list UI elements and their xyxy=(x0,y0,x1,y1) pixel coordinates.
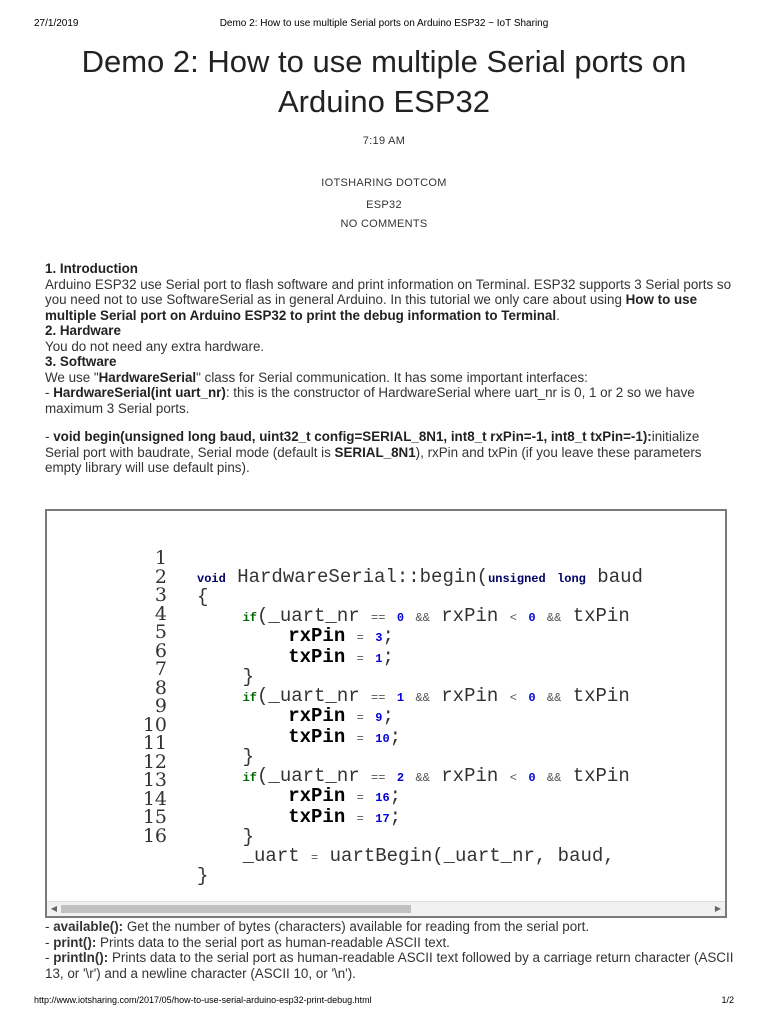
footer-page-number: 1/2 xyxy=(721,995,734,1005)
code-line: _uart = uartBegin(_uart_nr, baud, xyxy=(242,844,615,867)
post-author[interactable]: IOTSHARING DOTCOM xyxy=(321,177,447,189)
available-item: - available(): Get the number of bytes (characters) available for reading from the serial port. xyxy=(45,919,590,934)
code-line: if(_uart_nr == 0 && rxPin < 0 && txPin xyxy=(242,604,630,627)
code-line: if(_uart_nr == 1 && rxPin < 0 && txPin xyxy=(242,684,630,707)
println-item: - println(): Prints data to the serial port as human-readable ASCII text followed by a carriage return character (ASCII 13, or '\r') and a newline character (ASCII 10, or '\n'). xyxy=(45,950,734,981)
post-comments[interactable]: NO COMMENTS xyxy=(340,218,428,230)
software-heading: 3. Software xyxy=(45,354,117,369)
code-line: if(_uart_nr == 2 && rxPin < 0 && txPin xyxy=(242,764,630,787)
footer-url[interactable]: http://www.iotsharing.com/2017/05/how-to-use-serial-arduino-esp32-print-debug.html xyxy=(34,995,372,1005)
post-time: 7:19 AM xyxy=(362,135,406,147)
code-line: void HardwareSerial::begin(unsigned long baud xyxy=(197,565,643,588)
code-line: txPin = 1; xyxy=(288,645,394,668)
code-line: txPin = 10; xyxy=(288,725,402,748)
intro-heading: 1. Introduction xyxy=(45,261,138,276)
horizontal-scrollbar[interactable] xyxy=(47,901,725,916)
hardware-heading: 2. Hardware xyxy=(45,323,121,338)
code-line: rxPin = 3; xyxy=(288,625,394,647)
code-line: txPin = 17; xyxy=(288,805,402,828)
code-line: } xyxy=(242,746,255,768)
print-item: - print(): Prints data to the serial port as human-readable ASCII text. xyxy=(45,934,450,950)
print-date: 27/1/2019 xyxy=(34,18,79,29)
post-title: Demo 2: How to use multiple Serial ports on Arduino ESP32 xyxy=(81,44,687,119)
code-block[interactable] xyxy=(45,509,727,918)
code-lines xyxy=(197,549,643,918)
intro-paragraph: Arduino ESP32 use Serial port to flash software and print information on Terminal. ESP32 supports 3 Serial ports so you need not to use SoftwareSerial as in general Arduino. In this tutorial we only care about using How to use multiple Serial port on Arduino ESP32 to print the debug information to Terminal. xyxy=(45,276,732,323)
code-line: { xyxy=(197,586,209,608)
software-paragraph: We use "HardwareSerial" class for Serial communication. It has some important interfaces: xyxy=(45,369,588,385)
code-line: } xyxy=(242,826,255,848)
constructor-item: - HardwareSerial(int uart_nr): this is the constructor of HardwareSerial where uart_nr is 0, 1 or 2 so we have maximum 3 Serial ports. xyxy=(45,385,695,416)
print-page-title: Demo 2: How to use multiple Serial ports on Arduino ESP32 ~ IoT Sharing xyxy=(219,18,549,29)
print-footer xyxy=(34,995,734,1009)
interfaces-list xyxy=(45,919,735,981)
post-label[interactable]: ESP32 xyxy=(366,199,402,211)
code-line: } xyxy=(242,666,255,688)
code-line: } xyxy=(197,865,209,887)
begin-item: - void begin(unsigned long baud, uint32_t config=SERIAL_8N1, int8_t rxPin=-1, int8_t txPin=-1):initialize Serial port with baudrate, Serial mode (default is SERIAL_8N1), rxPin and txPin (if you leave these parameters empty library will use default pins). xyxy=(45,429,702,475)
hardware-paragraph: You do not need any extra hardware. xyxy=(45,338,265,354)
scroll-right-icon[interactable]: ▶ xyxy=(714,904,722,913)
print-header xyxy=(34,18,734,32)
scrollbar-thumb[interactable] xyxy=(61,905,411,913)
line-numbers: 1 2 3 4 5 6 7 8 9 10 11 12 13 14 15 16 xyxy=(142,547,167,847)
code-line: rxPin = 9; xyxy=(288,705,394,727)
scroll-left-icon[interactable]: ◀ xyxy=(50,904,58,913)
article-body xyxy=(45,261,735,476)
code-line: rxPin = 16; xyxy=(288,785,402,807)
